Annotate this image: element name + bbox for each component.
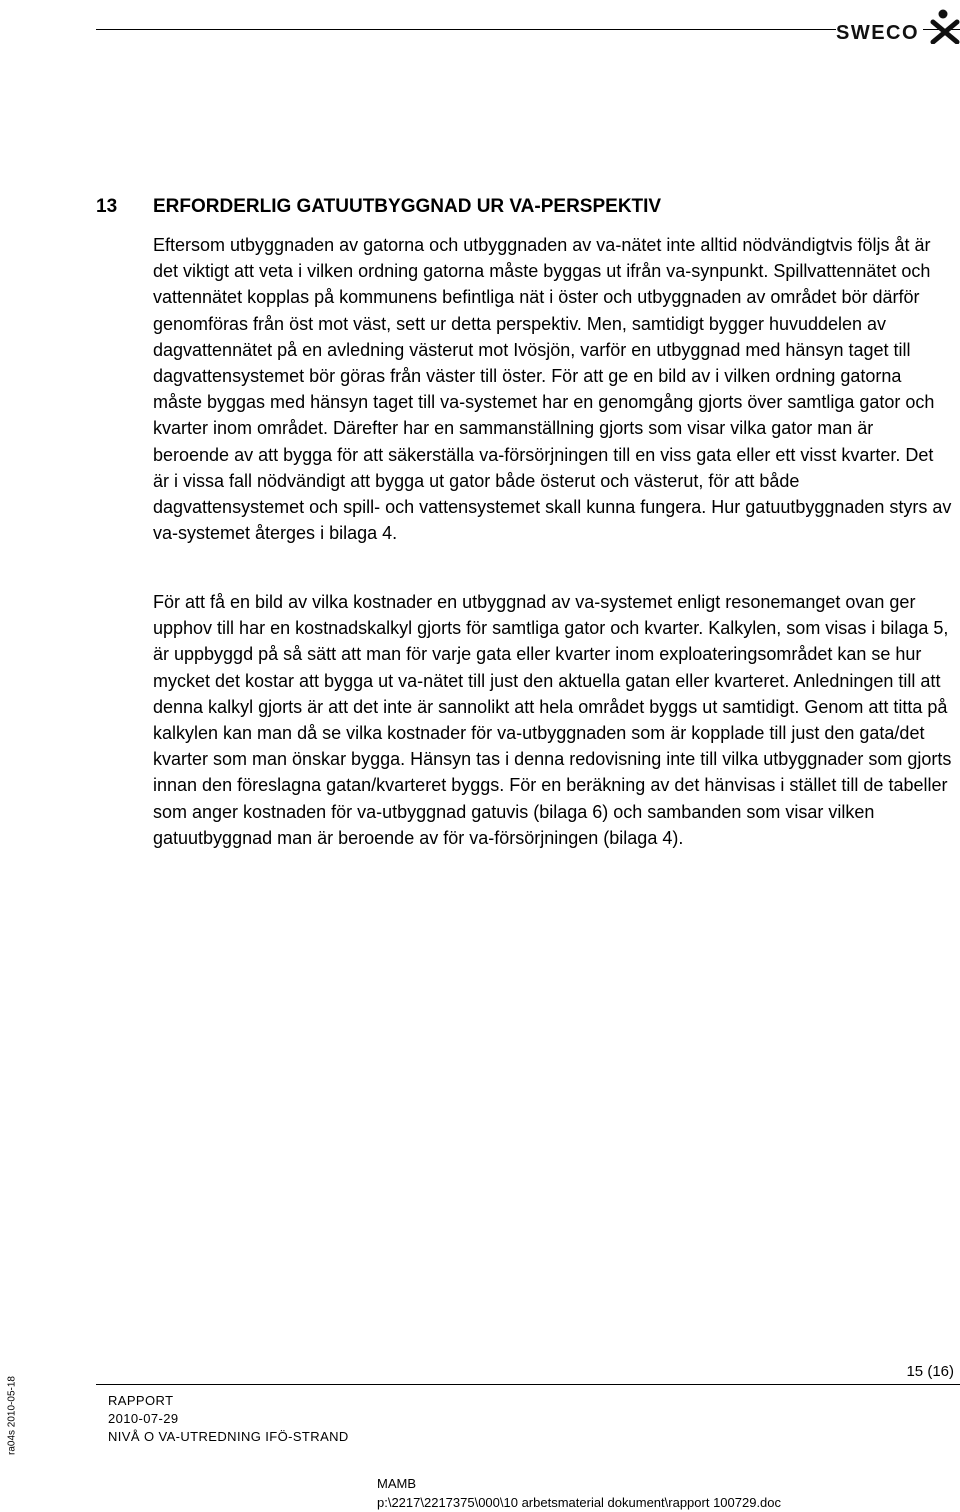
logo-text: SWECO [836, 22, 923, 45]
header-rule [96, 29, 960, 30]
footer-info [108, 1392, 349, 1446]
doc-date: 2010-07-29 [108, 1411, 179, 1426]
section-number: 13 [96, 196, 118, 217]
footer-signature [377, 1474, 781, 1512]
sweco-logo [836, 8, 960, 48]
footer-rule [96, 1384, 960, 1385]
section-title: ERFORDERLIG GATUUTBYGGNAD UR VA-PERSPEKTIV [153, 196, 662, 217]
paragraph-2: För att få en bild av vilka kostnader en utbyggnad av va-systemet enligt resonemanget ovan ger upphov till har en kostnadskalkyl gjorts för samtliga gator och kvarter. Kalkylen, som visas i bilaga 5, är uppbyggd på så sätt att man för varje gata eller kvarter inom exploateringsområdet kan se hur mycket det kostar att bygga ut va-nätet till just den aktuella gatan eller kvarteret. Anledningen till att denna kalkyl gjorts är att det inte är sannolikt att hela området byggs ut samtidigt. Genom att titta på kalkylen kan man då se vilka kostnader för va-utbyggnaden som är kopplade till just den gata/det kvarter som man önskar bygga. Hänsyn tas i denna redovisning inte till vilka utbyggnader som gjorts innan den föreslagna gatan/kvarteret byggs. För en beräkning av det hänvisas i stället till de tabeller som anger kostnaden för va-utbyggnad gatuvis (bilaga 6) och sambanden som visar vilken gatuutbyggnad man är beroende av för va-försörjningen (bilaga 4). [153, 592, 952, 848]
project-name: NIVÅ O VA-UTREDNING IFÖ-STRAND [108, 1429, 349, 1444]
file-path: p:\2217\2217375\000\10 arbetsmaterial dokument\rapport 100729.doc [377, 1495, 782, 1510]
paragraph-1: Eftersom utbyggnaden av gatorna och utbyggnaden av va-nätet inte alltid nödvändigtvis följs åt är det viktigt att veta i vilken ordning gatorna måste byggas ut ifrån va-synpunkt. Spillvattennätet och vattennätet kopplas på kommunens befintliga nät i öster och utbyggnaden av området bör därför genomföras från öst mot väst, sett ur detta perspektiv. Men, samtidigt bygger huvuddelen av dagvattennätet på en avledning västerut mot Ivösjön, varför en utbyggnad med hänsyn taget till dagvattensystemet bör göras från väster till öster. För att ge en bild av i vilken ordning gatorna måste byggas med hänsyn taget till va-systemet har en genomgång gjorts över samtliga gator och kvarter inom området. Därefter har en sammanställning gjorts som visar vilka gator man är beroende av att bygga för att säkerställa va-försörjningen till en viss gata eller ett visst kvarter. Det är i vissa fall nödvändigt att bygga ut gator både österut och västerut, för att både dagvattensystemet och spill- och vattensystemet skall kunna fungera. Hur gatuutbyggnaden styrs av va-systemet återges i bilaga 4. [153, 235, 952, 544]
page-number: 15 (16) [906, 1363, 954, 1380]
section-heading [96, 196, 661, 218]
doc-type: RAPPORT [108, 1393, 174, 1408]
signature: MAMB [377, 1476, 416, 1491]
side-code: ra04s 2010-05-18 [6, 1376, 18, 1455]
logo-mark-icon [930, 8, 960, 44]
